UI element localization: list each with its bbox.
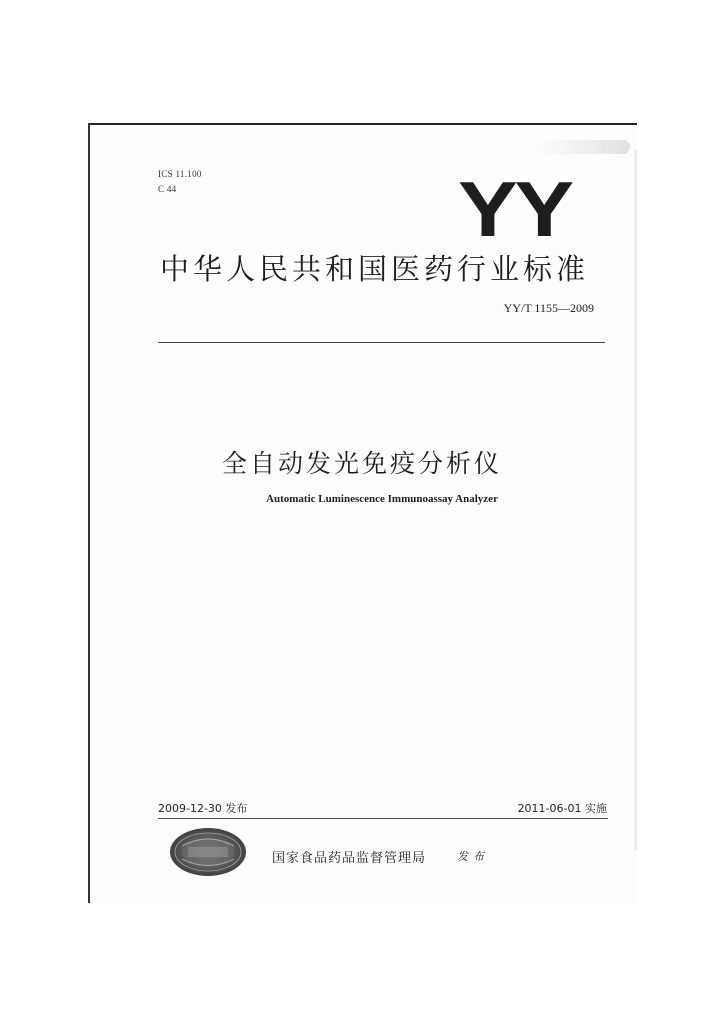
scan-smudge (540, 140, 630, 154)
issue-label: 发布 (457, 850, 489, 863)
scan-left-edge (88, 123, 90, 903)
issue-date: 2009-12-30 发布 (158, 802, 248, 815)
standard-title: 中华人民共和国医药行业标准 (160, 252, 590, 286)
classification-code: C 44 (158, 184, 177, 194)
standard-number: YY/T 1155—2009 (503, 301, 594, 315)
yy-logo: YY (458, 165, 571, 253)
document-title-chinese: 全自动发光免疫分析仪 (221, 449, 502, 478)
document-title-english: Automatic Luminescence Immunoassay Analyzer (266, 493, 498, 505)
issuing-authority: 国家食品药品监督管理局 (272, 851, 427, 866)
official-seal-icon (168, 826, 248, 878)
header-divider (158, 342, 605, 343)
scan-top-edge (88, 123, 637, 125)
ics-code: ICS 11.100 (158, 169, 202, 179)
footer-divider (158, 818, 608, 819)
implementation-date: 2011-06-01 实施 (517, 802, 607, 815)
